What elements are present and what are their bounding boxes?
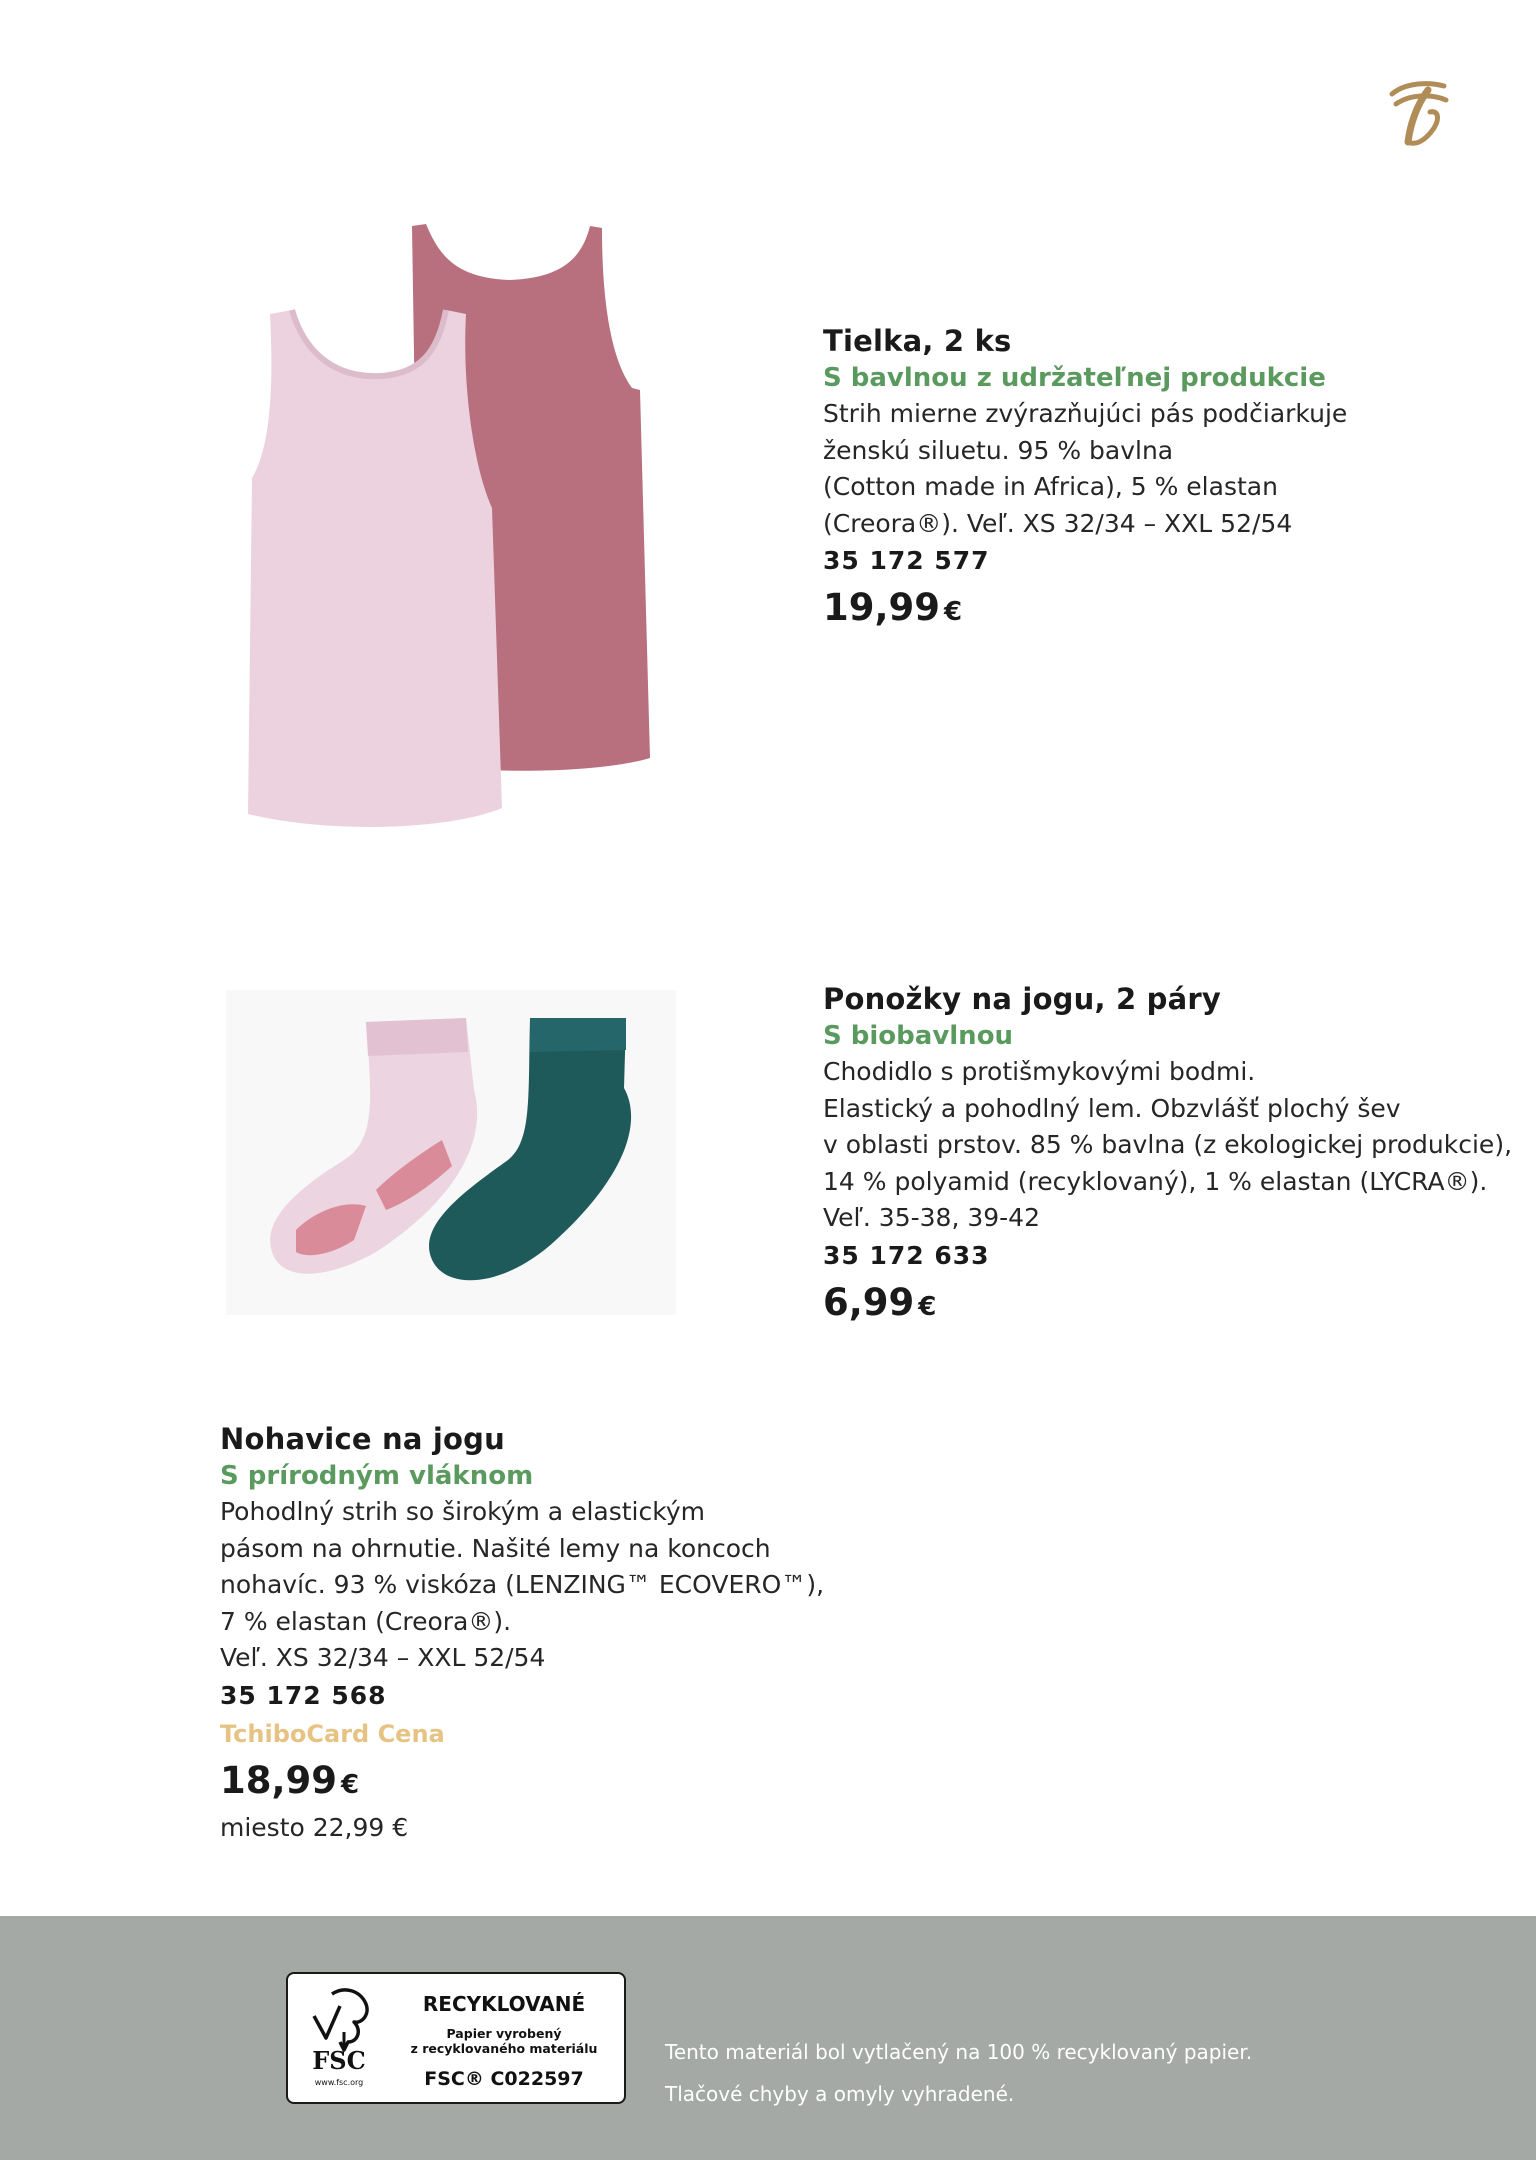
tchibo-logo-icon xyxy=(1386,76,1454,152)
description-line: Veľ. XS 32/34 – XXL 52/54 xyxy=(220,1643,546,1672)
description-line: (Creora®). Veľ. XS 32/34 – XXL 52/54 xyxy=(823,508,1293,538)
description-line: Elastický a pohodlný lem. Obzvlášť plochý šev xyxy=(823,1093,1401,1123)
description-line: (Cotton made in Africa), 5 % elastan xyxy=(823,472,1278,501)
product-subtitle: S bavlnou z udržateľnej produkcie xyxy=(823,363,1326,393)
fsc-website: www.fsc.org xyxy=(314,2078,364,2087)
disclaimer-note: Tlačové chyby a omyly vyhradené. xyxy=(665,2082,1015,2106)
price-currency: € xyxy=(918,1291,937,1322)
description-line: ženskú siluetu. 95 % bavlna xyxy=(823,435,1174,465)
product-price xyxy=(823,582,1347,638)
product-description xyxy=(823,396,1347,542)
description-line: 14 % polyamid (recyklovaný), 1 % elastan (LYCRA®). xyxy=(823,1166,1488,1196)
product-subtitle: S biobavlnou xyxy=(823,1021,1014,1051)
yoga-socks-image xyxy=(226,990,676,1315)
product-code: 35 172 577 xyxy=(823,546,990,575)
product-title: Nohavice na jogu xyxy=(220,1422,505,1456)
description-line: v oblasti prstov. 85 % bavlna (z ekologickej produkcie), xyxy=(823,1130,1513,1159)
product-code: 35 172 568 xyxy=(220,1680,387,1710)
description-line: 7 % elastan (Creora®). xyxy=(220,1606,512,1636)
description-line: Chodidlo s protišmykovými bodmi. xyxy=(823,1057,1256,1086)
price-value: 18,99 xyxy=(220,1758,338,1802)
product-price xyxy=(220,1755,824,1811)
product-price xyxy=(823,1277,1512,1333)
tchibocard-label: TchiboCard Cena xyxy=(220,1719,445,1748)
fsc-description xyxy=(388,2026,620,2056)
fsc-heading: RECYKLOVANÉ xyxy=(422,1992,586,2016)
description-line: pásom na ohrnutie. Našité lemy na koncoch xyxy=(220,1533,771,1563)
fsc-code: FSC® C022597 xyxy=(424,2068,584,2090)
product-code: 35 172 633 xyxy=(823,1240,990,1270)
footer xyxy=(0,1916,1536,2160)
product-title: Ponožky na jogu, 2 páry xyxy=(823,982,1222,1016)
description-line: Strih mierne zvýrazňujúci pás podčiarkuje xyxy=(823,399,1348,428)
fsc-letters: FSC xyxy=(312,2046,366,2075)
price-value: 6,99 xyxy=(823,1280,915,1324)
recycled-note: Tento materiál bol vytlačený na 100 % recyklovaný papier. xyxy=(665,2040,1253,2064)
product-yoga-socks xyxy=(823,980,1512,1333)
fsc-line: Papier vyrobený xyxy=(446,2026,562,2041)
product-title: Tielka, 2 ks xyxy=(823,324,1012,358)
product-yoga-pants xyxy=(220,1420,824,1845)
description-line: nohavíc. 93 % viskóza (LENZING™ ECOVERO™), xyxy=(220,1570,825,1599)
description-line: Veľ. 35-38, 39-42 xyxy=(823,1203,1040,1232)
fsc-line: z recyklovaného materiálu xyxy=(410,2041,598,2056)
fsc-label xyxy=(286,1972,626,2104)
tank-tops-image xyxy=(230,218,670,858)
product-description xyxy=(823,1054,1512,1237)
product-subtitle: S prírodným vláknom xyxy=(220,1461,534,1491)
product-description xyxy=(220,1494,824,1677)
description-line: Pohodlný strih so širokým a elastickým xyxy=(220,1497,705,1526)
price-value: 19,99 xyxy=(823,586,941,629)
product-tank-tops xyxy=(823,322,1347,638)
price-currency: € xyxy=(944,597,963,627)
old-price: miesto 22,99 € xyxy=(220,1812,409,1842)
price-currency: € xyxy=(341,1769,360,1800)
